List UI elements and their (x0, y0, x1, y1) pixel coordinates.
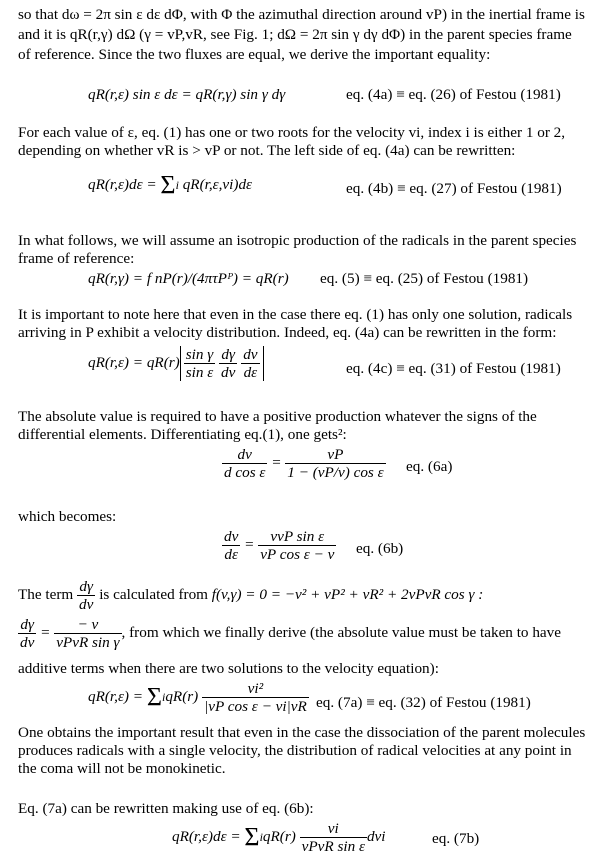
paragraph-line: produces radicals with a single velocity, the distribution of radical velocities at any point in (18, 742, 572, 759)
paragraph-line: differential elements. Differentiating eq.(1), one gets²: (18, 426, 347, 443)
paragraph-line: and it is qR(r,γ) dΩ (γ = vP,vR, see Fig. 1; dΩ = 2π sin γ dγ dΦ) in the parent species frame (18, 26, 572, 43)
equation-7a-label: eq. (7a) ≡ eq. (32) of Festou (1981) (316, 694, 531, 711)
paragraph-line: the coma will not be monokinetic. (18, 760, 226, 777)
equation-7b-label: eq. (7b) (432, 830, 480, 847)
equation-4b-label: eq. (4b) ≡ eq. (27) of Festou (1981) (346, 180, 562, 197)
equation-4a-label: eq. (4a) ≡ eq. (26) of Festou (1981) (346, 86, 561, 103)
paragraph-line: For each value of ε, eq. (1) has one or two roots for the velocity vi, index i is either 1 or 2, (18, 124, 566, 141)
paragraph-line: frame of reference: (18, 250, 135, 267)
paragraph-line: arriving in P exhibit a velocity distribution. Indeed, eq. (4a) can be rewritten in the form: (18, 324, 557, 341)
paragraph-line: It is important to note here that even in the case there eq. (1) has only one solution, radicals (18, 306, 573, 323)
equation-4a: qR(r,ε) sin ε dε = qR(r,γ) sin γ dγ (88, 86, 286, 103)
paragraph-line: One obtains the important result that even in the case the dissociation of the parent molecules (18, 724, 586, 741)
equation-7a: qR(r,ε) = ΣiqR(r) $\frac{\text{vi²}}{\text{|vP cos ε − vi|vR}}$ (88, 680, 307, 715)
paragraph-line: so that dω = 2π sin ε dε dΦ, with Φ the azimuthal direction around vP) in the inertial frame is (18, 6, 585, 23)
paragraph-line: $\frac{d\gamma}{dv}$ = $\frac{- v}{\text{vPvR sin γ}}$ , from which we finally derive (the absolute value must be taken to have (20, 616, 561, 651)
equation-6a: $\frac{dv}{\text{d cos ε}}$ = $\frac{vP}{\text{1 − (vP/v) cos ε}}$ (224, 446, 384, 481)
equation-6a-label: eq. (6a) (406, 458, 453, 475)
paragraph-line: Eq. (7a) can be rewritten making use of eq. (6b): (18, 800, 314, 817)
equation-6b-label: eq. (6b) (356, 540, 404, 557)
equation-7b: qR(r,ε)dε = ΣiqR(r) $\frac{vi}{\text{vPvR sin ε}}$ dvi (172, 820, 386, 855)
paragraph-line: The term $\frac{d\gamma}{dv}$ is calculated from f(v,γ) = 0 = −v² + vP² + vR² + 2vPvR cos γ : (18, 578, 484, 613)
paragraph-line: of reference. Since the two fluxes are equal, we derive the important equality: (18, 46, 491, 63)
equation-6b: $\frac{dv}{d\varepsilon}$ = $\frac{\text{vvP sin ε}}{\text{vP cos ε − v}}$ (224, 528, 335, 563)
equation-4b: qR(r,ε)dε = Σi qR(r,ε,vi)dε (88, 170, 253, 200)
paragraph-line: In what follows, we will assume an isotropic production of the radicals in the parent species (18, 232, 577, 249)
equation-4c-label: eq. (4c) ≡ eq. (31) of Festou (1981) (346, 360, 561, 377)
paragraph-line: depending on whether vR is > vP or not. The left side of eq. (4a) can be rewritten: (18, 142, 516, 159)
equation-4c: qR(r,ε) = qR(r) $\frac{\text{sin γ}}{\text{sin ε}}$ $\frac{d\gamma}{dv}$ $\frac{dv}{d\varepsilon}$ (88, 346, 264, 381)
paragraph-line: additive terms when there are two solutions to the velocity equation): (18, 660, 439, 677)
equation-5: qR(r,γ) = f nP(r)/(4πτPᴾ) = qR(r) (88, 270, 289, 287)
equation-5-label: eq. (5) ≡ eq. (25) of Festou (1981) (320, 270, 529, 287)
paragraph-line: which becomes: (18, 508, 117, 525)
paragraph-line: The absolute value is required to have a positive production whatever the signs of the (18, 408, 537, 425)
